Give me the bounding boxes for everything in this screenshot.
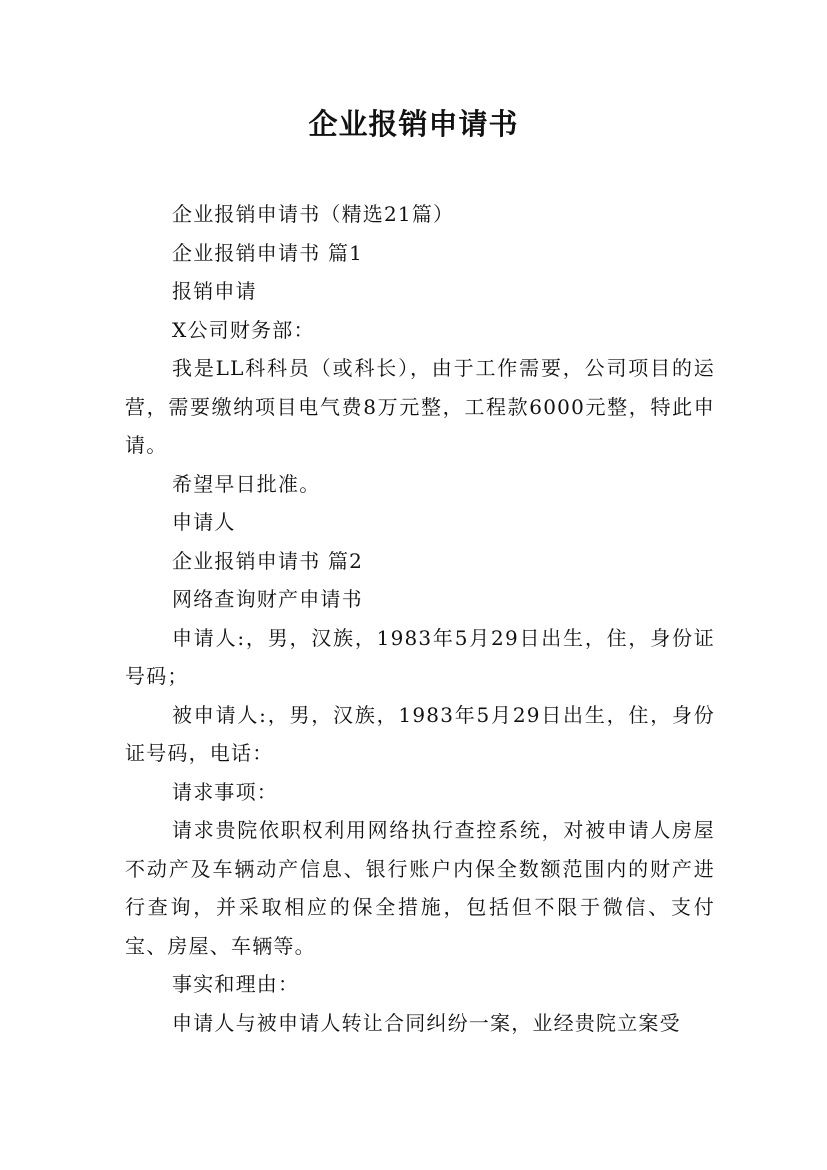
paragraph-respondent: 被申请人:，男，汉族，1983年5月29日出生，住，身份证号码，电话： <box>125 702 715 765</box>
paragraph-signature: 申请人 <box>172 510 236 534</box>
paragraph-claims-body: 请求贵院依职权利用网络执行查控系统，对被申请人房屋不动产及车辆动产信息、银行账户内保全数额范围内的财产进行查询，并采取相应的保全措施，包括但不限于微信、支付宝、房屋、车辆等。 <box>125 818 715 958</box>
paragraph-section-2-title: 企业报销申请书 篇2 <box>172 548 364 573</box>
paragraph-section-1-title: 企业报销申请书 篇1 <box>172 240 364 265</box>
paragraph-subject: 报销申请 <box>172 279 257 303</box>
document-body <box>125 195 715 1042</box>
paragraph-claims-heading: 请求事项： <box>172 779 278 804</box>
document-title: 企业报销申请书 <box>308 107 519 141</box>
paragraph-reasons-body: 申请人与被申请人转让合同纠纷一案，业经贵院立案受 <box>172 1010 681 1035</box>
paragraph-closing: 希望早日批准。 <box>172 471 321 496</box>
paragraph-request-body: 我是LL科科员（或科长），由于工作需要，公司项目的运营，需要缴纳项目电气费8万元整，工程款6000元整，特此申请。 <box>125 356 715 457</box>
paragraph-subtitle: 网络查询财产申请书 <box>172 587 363 611</box>
paragraph-reasons-heading: 事实和理由： <box>172 972 300 996</box>
paragraph-applicant: 申请人:，男，汉族，1983年5月29日出生，住，身份证号码； <box>125 625 715 688</box>
paragraph-heading: 企业报销申请书（精选21篇） <box>172 202 455 226</box>
paragraph-recipient: X公司财务部： <box>172 317 315 342</box>
